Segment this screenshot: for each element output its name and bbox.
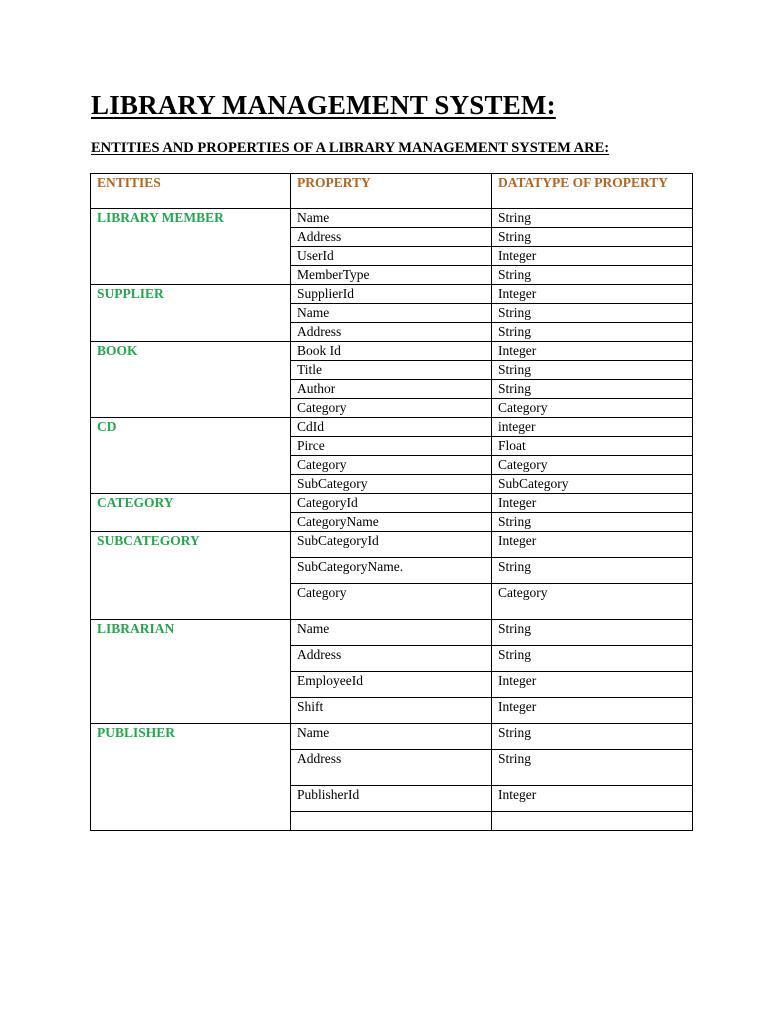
entities-table (90, 173, 693, 831)
property-cell: Category (291, 399, 492, 418)
entity-name: CD (97, 419, 117, 434)
property-cell: Name (291, 724, 492, 750)
table-row (91, 418, 693, 437)
header-property: PROPERTY (291, 174, 492, 209)
datatype-cell: SubCategory (492, 475, 693, 494)
entity-name: LIBRARY MEMBER (97, 210, 224, 225)
property-cell: Address (291, 323, 492, 342)
entity-cell (91, 724, 291, 831)
entities-table-body (91, 174, 693, 831)
table-row (91, 494, 693, 513)
entity-name: CATEGORY (97, 495, 174, 510)
property-cell: Name (291, 620, 492, 646)
property-cell: SupplierId (291, 285, 492, 304)
entity-name: BOOK (97, 343, 138, 358)
entity-cell (91, 494, 291, 532)
property-cell: Book Id (291, 342, 492, 361)
datatype-cell: String (492, 304, 693, 323)
property-cell: Title (291, 361, 492, 380)
entity-cell (91, 620, 291, 724)
entity-cell (91, 532, 291, 620)
datatype-cell: Float (492, 437, 693, 456)
property-cell: PublisherId (291, 786, 492, 812)
property-cell (291, 812, 492, 831)
datatype-cell: Integer (492, 532, 693, 558)
entity-name: LIBRARIAN (97, 621, 175, 636)
datatype-cell: String (492, 228, 693, 247)
datatype-cell: Integer (492, 285, 693, 304)
entity-cell (91, 285, 291, 342)
entity-cell (91, 342, 291, 418)
entity-cell (91, 418, 291, 494)
datatype-cell: Integer (492, 672, 693, 698)
datatype-cell: String (492, 209, 693, 228)
property-cell: MemberType (291, 266, 492, 285)
property-cell: Name (291, 304, 492, 323)
entity-cell (91, 209, 291, 285)
datatype-cell: String (492, 620, 693, 646)
table-row (91, 342, 693, 361)
entity-name: SUBCATEGORY (97, 533, 200, 548)
property-cell: SubCategoryId (291, 532, 492, 558)
property-cell: Author (291, 380, 492, 399)
property-cell: Category (291, 456, 492, 475)
header-datatype: DATATYPE OF PROPERTY (492, 174, 693, 209)
datatype-cell: Integer (492, 786, 693, 812)
property-cell: CategoryId (291, 494, 492, 513)
datatype-cell: String (492, 323, 693, 342)
table-row (91, 620, 693, 646)
datatype-cell: String (492, 750, 693, 786)
datatype-cell: Integer (492, 342, 693, 361)
property-cell: CdId (291, 418, 492, 437)
table-row (91, 532, 693, 558)
property-cell: UserId (291, 247, 492, 266)
property-cell: CategoryName (291, 513, 492, 532)
property-cell: Category (291, 584, 492, 620)
datatype-cell: String (492, 724, 693, 750)
datatype-cell: Category (492, 584, 693, 620)
table-header-row (91, 174, 693, 209)
property-cell: SubCategoryName. (291, 558, 492, 584)
property-cell: Name (291, 209, 492, 228)
table-row (91, 209, 693, 228)
datatype-cell: String (492, 380, 693, 399)
datatype-cell: Category (492, 456, 693, 475)
property-cell: EmployeeId (291, 672, 492, 698)
document-title: LIBRARY MANAGEMENT SYSTEM: (91, 90, 556, 120)
property-cell: Address (291, 646, 492, 672)
property-cell: SubCategory (291, 475, 492, 494)
entity-name: PUBLISHER (97, 725, 176, 740)
property-cell: Address (291, 750, 492, 786)
document-subtitle: ENTITIES AND PROPERTIES OF A LIBRARY MANAGEMENT SYSTEM ARE: (91, 140, 610, 156)
datatype-cell: integer (492, 418, 693, 437)
datatype-cell: Category (492, 399, 693, 418)
datatype-cell: String (492, 361, 693, 380)
property-cell: Pirce (291, 437, 492, 456)
datatype-cell: String (492, 558, 693, 584)
datatype-cell: String (492, 513, 693, 532)
datatype-cell (492, 812, 693, 831)
header-entities: ENTITIES (91, 174, 291, 209)
table-row (91, 285, 693, 304)
entity-name: SUPPLIER (97, 286, 164, 301)
datatype-cell: Integer (492, 494, 693, 513)
property-cell: Address (291, 228, 492, 247)
datatype-cell: String (492, 266, 693, 285)
property-cell: Shift (291, 698, 492, 724)
datatype-cell: String (492, 646, 693, 672)
datatype-cell: Integer (492, 698, 693, 724)
datatype-cell: Integer (492, 247, 693, 266)
table-row (91, 724, 693, 750)
